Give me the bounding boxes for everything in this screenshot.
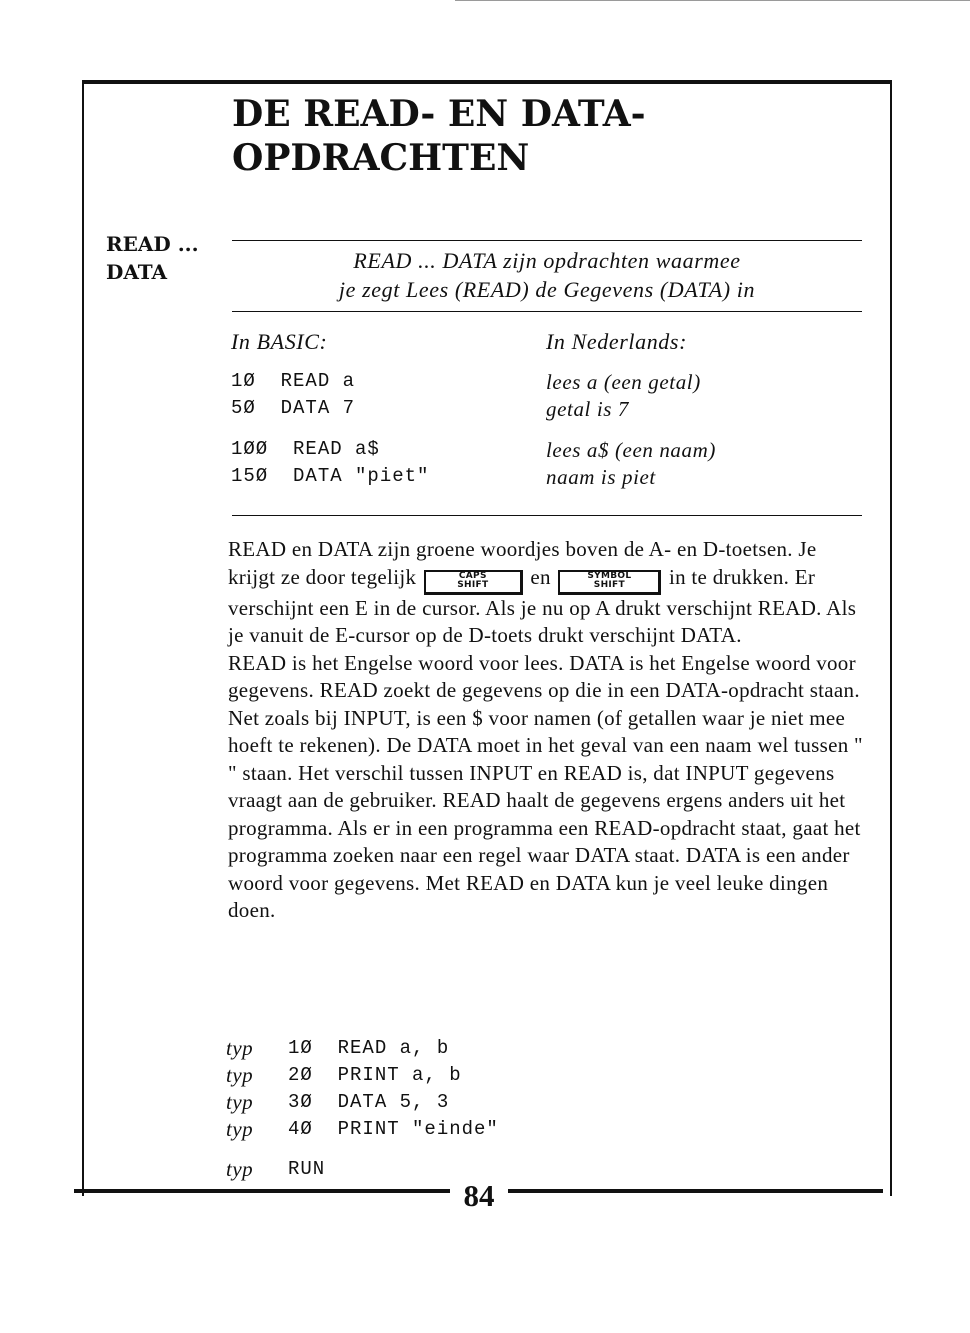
basic-example-line: 1Ø READ a [231,370,356,392]
margin-label: READ ... DATA [106,232,199,284]
dutch-example-line: naam is piet [546,465,656,489]
bottom-rule-right [508,1189,883,1193]
dutch-example-line: lees a$ (een naam) [546,438,716,462]
dutch-example-line: getal is 7 [546,397,629,421]
definition-bottom-rule [232,311,862,312]
page-title: DE READ- EN DATA- OPDRACHTEN [232,93,646,179]
program-line: 2Ø PRINT a, b [288,1064,462,1086]
definition-top-rule [232,240,862,241]
page-number: 84 [463,1178,495,1213]
program-line: 3Ø DATA 5, 3 [288,1091,450,1113]
typ-label: typ [226,1117,254,1141]
dutch-example-line: lees a (een getal) [546,370,701,394]
program-line: 1Ø READ a, b [288,1037,450,1059]
bottom-rule-left [74,1189,450,1193]
program-line: 4Ø PRINT "einde" [288,1118,499,1140]
typ-label: typ [226,1063,254,1087]
top-edge-rule [455,0,970,1]
dutch-column-heading: In Nederlands: [546,329,687,354]
basic-column-heading: In BASIC: [231,329,328,354]
section-rule [232,515,862,516]
basic-example-line: 15Ø DATA "piet" [231,465,430,487]
basic-example-line: 5Ø DATA 7 [231,397,356,419]
definition-text: READ ... DATA zijn opdrachten waarmee je zegt Lees (READ) de Gegevens (DATA) in [338,248,756,302]
key-connector-text: en [530,564,551,589]
typ-label: typ [226,1157,254,1181]
symbol-shift-key-icon: SYMBOL SHIFT [558,570,661,595]
typ-label: typ [226,1090,254,1114]
typ-label: typ [226,1036,254,1060]
intro-text: READ en DATA zijn groene woordjes boven de A- en D-toetsen. Je krijgt ze door tegelijk [228,537,817,589]
run-command: RUN [288,1158,326,1180]
caps-shift-key-icon: CAPS SHIFT [424,570,523,595]
body-text [228,536,868,925]
explanation-paragraph: READ is het Engelse woord voor lees. DATA is het Engelse woord voor gegevens. READ zoekt de gegevens op die in een DATA-opdracht staan. Net zoals bij INPUT, is een $ voor namen (of getallen waar je niet mee hoeft te rekenen). De DATA moet in het geval van een naam wel tussen " " staan. Het verschil tussen INPUT en READ is, dat INPUT gegevens vraagt aan de gebruiker. READ haalt de gegevens ergens anders uit het programma. Als er in een programma een READ-opdracht staat, gaat het programma zoeken naar een regel waar DATA staat. DATA is een ander woord voor gegevens. Met READ en DATA kun je veel leuke dingen doen. [228,650,863,922]
basic-example-line: 1ØØ READ a$ [231,438,380,460]
after-keys-text: in te drukken. Er verschijnt een E in de cursor. Als je nu op A drukt verschijnt READ. Als je vanuit de E-cursor op de D-toets drukt verschijnt DATA. [228,564,857,647]
